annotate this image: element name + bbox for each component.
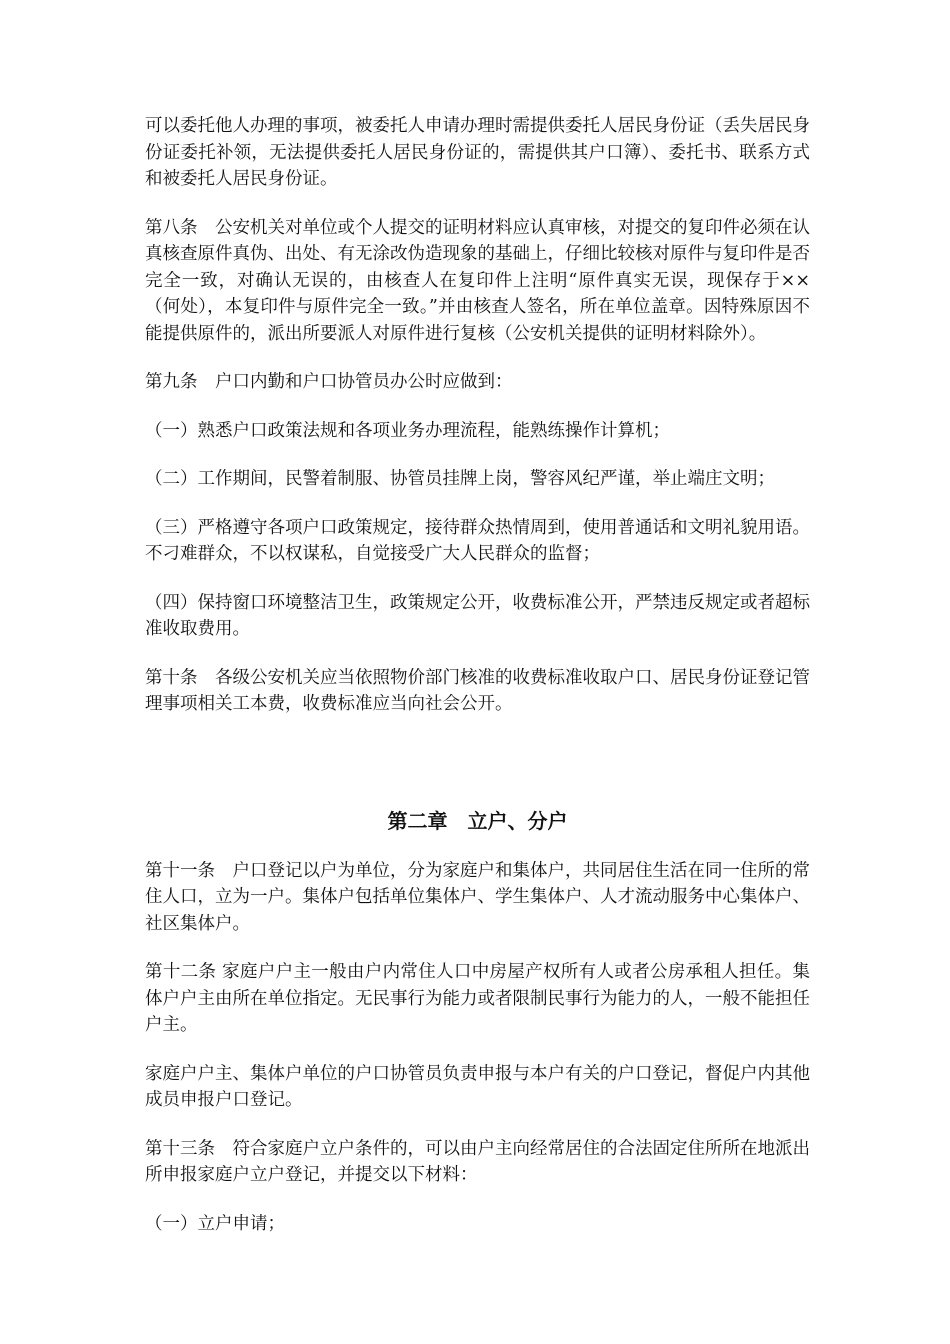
paragraph-article-13-item-1: （一）立户申请；: [145, 1213, 285, 1234]
paragraph-article-11: 第十一条 户口登记以户为单位，分为家庭户和集体户，共同居住生活在同一住所的常住人口，立为一户。集体户包括单位集体户、学生集体户、人才流动服务中心集体户、社区集体户。: [145, 860, 810, 934]
paragraph-article-8: 第八条 公安机关对单位或个人提交的证明材料应认真审核，对提交的复印件必须在认真核查原件真伪、出处、有无涂改伪造现象的基础上，仔细比较核对原件与复印件是否完全一致，对确认无误的，由核查人在复印件上注明“原件真实无误，现保存于××（何处），本复印件与原件完全一致。”并由核查人签名，所在单位盖章。因特殊原因不能提供原件的，派出所要派人对原件进行复核（公安机关提供的证明材料除外）。: [145, 217, 810, 344]
paragraph-proxy-clause: 可以委托他人办理的事项，被委托人申请办理时需提供委托人居民身份证（丢失居民身份证委托补领，无法提供委托人居民身份证的，需提供其户口簿）、委托书、联系方式和被委托人居民身份证。: [145, 116, 810, 189]
chapter-title: 第二章 立户、分户: [387, 808, 568, 833]
paragraph-article-12: 第十二条 家庭户户主一般由户内常住人口中房屋产权所有人或者公房承租人担任。集体户户主由所在单位指定。无民事行为能力或者限制民事行为能力的人，一般不能担任户主。: [145, 962, 810, 1035]
paragraph-article-10: 第十条 各级公安机关应当依照物价部门核准的收费标准收取户口、居民身份证登记管理事项相关工本费，收费标准应当向社会公开。: [145, 667, 810, 714]
paragraph-article-9: 第九条 户口内勤和户口协管员办公时应做到：: [145, 372, 513, 392]
paragraph-household-head-duty: 家庭户户主、集体户单位的户口协管员负责申报与本户有关的户口登记，督促户内其他成员申报户口登记。: [145, 1063, 810, 1110]
section-spacer: [145, 740, 810, 806]
paragraph-article-9-item-4: （四）保持窗口环境整洁卫生，政策规定公开，收费标准公开，严禁违反规定或者超标准收取费用。: [145, 592, 810, 639]
paragraph-article-9-item-2: （二）工作期间，民警着制服、协管员挂牌上岗，警容风纪严谨，举止端庄文明；: [145, 469, 775, 489]
paragraph-article-9-item-1: （一）熟悉户口政策法规和各项业务办理流程，能熟练操作计算机；: [145, 420, 670, 441]
paragraph-article-13: 第十三条 符合家庭户立户条件的，可以由户主向经常居住的合法固定住所所在地派出所申报家庭户立户登记，并提交以下材料：: [145, 1138, 810, 1185]
document-page: [145, 113, 810, 1259]
paragraph-article-9-item-3: （三）严格遵守各项户口政策规定，接待群众热情周到，使用普通话和文明礼貌用语。不刁难群众，不以权谋私，自觉接受广大人民群众的监督；: [145, 517, 810, 564]
